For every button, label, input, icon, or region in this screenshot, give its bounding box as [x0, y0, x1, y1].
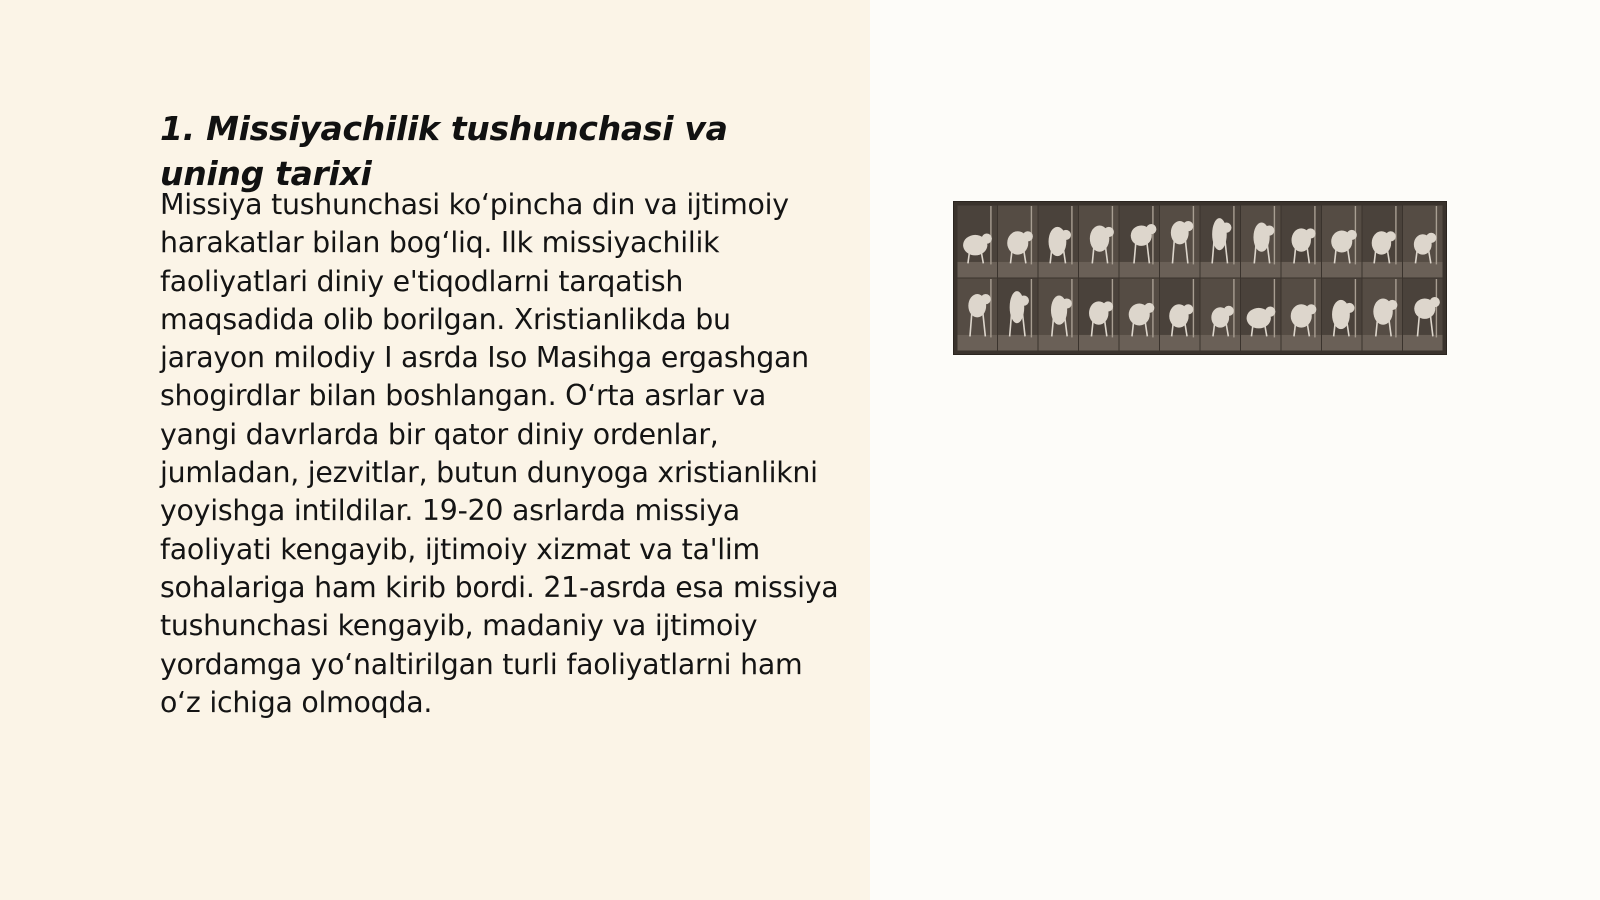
animal-head [1265, 306, 1275, 316]
frame-post [1233, 206, 1234, 264]
animal-head [1144, 303, 1154, 313]
animal-head [981, 294, 991, 304]
animal-head [1264, 225, 1274, 235]
animal-head [1386, 231, 1396, 241]
animal-head [1183, 221, 1193, 231]
frame-post [1031, 279, 1032, 337]
animal-head [1023, 231, 1033, 241]
motion-sequence-frames [954, 202, 1446, 354]
animal-head [1344, 303, 1354, 313]
frame-post [1071, 206, 1072, 264]
animal-head [1347, 230, 1357, 240]
animal-head [1430, 297, 1440, 307]
animal-head [1221, 223, 1231, 233]
frame-post [1071, 279, 1072, 337]
frame-post [1274, 206, 1275, 264]
animal-head [1306, 304, 1316, 314]
motion-sequence-photo [954, 202, 1446, 354]
frame-post [1233, 279, 1234, 337]
frame-post [990, 279, 991, 337]
slide-body-text: Missiya tushunchasi ko‘pincha din va ijtimoiy harakatlar bilan bog‘liq. Ilk missiyachilik faoliyatlari diniy e'tiqodlarni tarqatish maqsadida olib borilgan. Xristianlikda bu jarayon milodiy I asrda Iso Masihga ergashgan shogirdlar bilan boshlangan. O‘rta asrlar va yangi davrlarda bir qator diniy ordenlar, jumladan, jezvitlar, butun dunyoga xristianlikni yoyishga intildilar. 19-20 asrlarda missiya faoliyati kengayib, ijtimoiy xizmat va ta'lim sohalariga ham kirib bordi. 21-asrda esa missiya tushunchasi kengayib, madaniy va ijtimoiy yordamga yo‘naltirilgan turli faoliyatlarni ham o‘z ichiga olmoqda. [160, 188, 839, 719]
animal-head [1103, 301, 1113, 311]
frame-post [1436, 206, 1437, 264]
frame-post [1193, 206, 1194, 264]
animal-head [1387, 300, 1397, 310]
frame-post [1355, 279, 1356, 337]
animal-head [1224, 306, 1234, 316]
image-panel [870, 0, 1600, 900]
animal-head [1062, 298, 1072, 308]
animal-head [1019, 296, 1029, 306]
animal-head [1183, 304, 1193, 314]
animal-head [982, 233, 992, 243]
animal-head [1305, 228, 1315, 238]
frame-post [1436, 279, 1437, 337]
frame-post [1152, 206, 1153, 264]
animal-head [1426, 233, 1436, 243]
slide-title: 1. Missiyachilik tushunchasi va uning tarixi [160, 109, 728, 193]
animal-head [1061, 230, 1071, 240]
animal-head [1104, 227, 1114, 237]
animal-head [1146, 224, 1156, 234]
